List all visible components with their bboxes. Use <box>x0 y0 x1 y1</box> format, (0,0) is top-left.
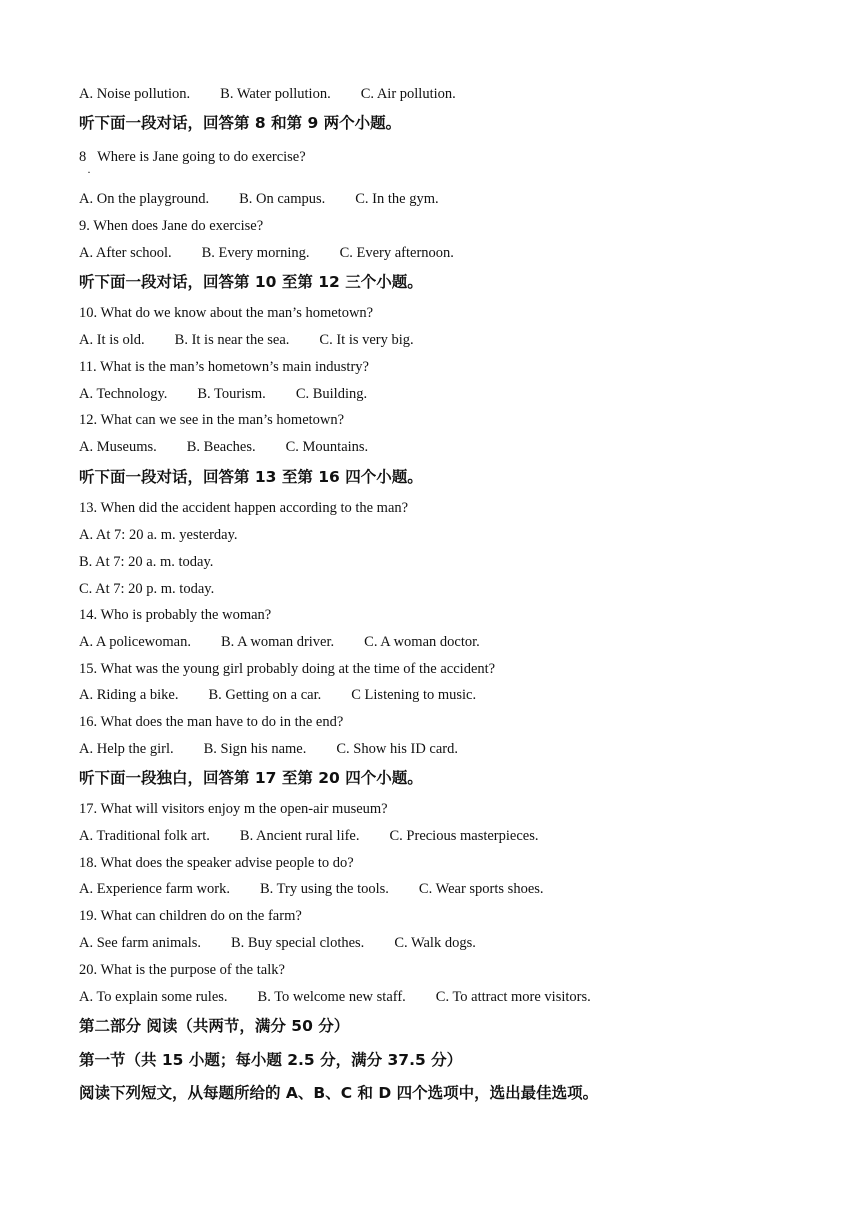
q7-options <box>79 85 456 103</box>
question: 19. What can children do on the farm? <box>79 908 302 924</box>
question: 13. When did the accident happen according to the man? <box>79 500 409 516</box>
option: B. A woman driver. <box>220 634 335 650</box>
question: 11. What is the man’s hometown’s main industry? <box>79 359 369 375</box>
option: A. Traditional folk art. <box>79 828 210 844</box>
dot-mark: · <box>87 165 91 179</box>
option: A. Noise pollution. <box>79 86 191 102</box>
option: C. Wear sports shoes. <box>418 881 544 897</box>
option: A. See farm animals. <box>79 935 202 951</box>
option: B. Sign his name. <box>203 741 307 757</box>
option: B. Ancient rural life. <box>239 828 360 844</box>
option: C. Every afternoon. <box>339 245 454 261</box>
answer-options <box>79 385 367 403</box>
question-text: Where is Jane going to do exercise? <box>97 149 306 165</box>
section-heading: 听下面一段对话，回答第 8 和第 9 两个小题。 <box>79 114 402 132</box>
option: C. It is very big. <box>319 332 414 348</box>
option: A. A policewoman. <box>79 634 191 650</box>
option: B. Tourism. <box>197 386 266 402</box>
answer-options <box>79 244 454 262</box>
question: 16. What does the man have to do in the end? <box>79 714 344 730</box>
question: 15. What was the young girl probably doing at the time of the accident? <box>79 661 496 677</box>
option: A. To explain some rules. <box>79 989 228 1005</box>
instruction: 阅读下列短文，从每题所给的 A、B、C 和 D 四个选项中，选出最佳选项。 <box>79 1084 599 1102</box>
answer-options <box>79 190 439 208</box>
question: 20. What is the purpose of the talk? <box>79 962 285 978</box>
option: C Listening to music. <box>351 687 477 703</box>
option: A. Museums. <box>79 439 157 455</box>
answer-options <box>79 686 476 704</box>
answer-options <box>79 331 414 349</box>
option: B. It is near the sea. <box>174 332 290 348</box>
option: B. To welcome new staff. <box>257 989 406 1005</box>
section-heading: 听下面一段对话，回答第 13 至第 16 四个小题。 <box>79 468 423 486</box>
answer-options <box>79 438 368 456</box>
option: C. Show his ID card. <box>336 741 458 757</box>
option: A. Help the girl. <box>79 741 174 757</box>
answer-options <box>79 988 591 1006</box>
section-heading: 听下面一段独白，回答第 17 至第 20 四个小题。 <box>79 769 423 787</box>
answer-options <box>79 740 458 758</box>
answer-option: B. At 7: 20 a. m. today. <box>79 554 214 570</box>
option: C. A woman doctor. <box>364 634 480 650</box>
question: 18. What does the speaker advise people to do? <box>79 855 354 871</box>
question: 17. What will visitors enjoy m the open-air museum? <box>79 801 388 817</box>
option: B. Water pollution. <box>220 86 331 102</box>
option: B. Every morning. <box>201 245 310 261</box>
option: A. On the playground. <box>79 191 210 207</box>
section-heading: 听下面一段对话，回答第 10 至第 12 三个小题。 <box>79 273 423 291</box>
answer-option: C. At 7: 20 p. m. today. <box>79 581 215 597</box>
option: A. Technology. <box>79 386 168 402</box>
option: B. Beaches. <box>186 439 256 455</box>
option: B. Buy special clothes. <box>231 935 365 951</box>
question: 12. What can we see in the man’s hometown? <box>79 412 345 428</box>
option: C. In the gym. <box>355 191 439 207</box>
option: A. After school. <box>79 245 172 261</box>
option: C. To attract more visitors. <box>435 989 591 1005</box>
option: C. Precious masterpieces. <box>389 828 539 844</box>
option: C. Mountains. <box>285 439 369 455</box>
option: A. Riding a bike. <box>79 687 179 703</box>
option: C. Walk dogs. <box>394 935 476 951</box>
part-heading: 第二部分 阅读（共两节，满分 50 分） <box>79 1017 350 1035</box>
question-number: 8 <box>79 149 87 165</box>
option: B. Try using the tools. <box>259 881 389 897</box>
question: 9. When does Jane do exercise? <box>79 218 264 234</box>
option: B. Getting on a car. <box>208 687 322 703</box>
option: A. Experience farm work. <box>79 881 230 897</box>
answer-options <box>79 934 476 952</box>
option: C. Air pollution. <box>360 86 456 102</box>
option: A. It is old. <box>79 332 145 348</box>
question: 10. What do we know about the man’s hometown? <box>79 305 374 321</box>
answer-options <box>79 827 539 845</box>
option: C. Building. <box>295 386 368 402</box>
answer-options <box>79 633 480 651</box>
question: 14. Who is probably the woman? <box>79 607 272 623</box>
answer-option: A. At 7: 20 a. m. yesterday. <box>79 527 238 543</box>
answer-options <box>79 880 544 898</box>
section-heading: 第一节（共 15 小题；每小题 2.5 分，满分 37.5 分） <box>79 1051 463 1069</box>
option: B. On campus. <box>239 191 326 207</box>
question <box>79 148 306 166</box>
